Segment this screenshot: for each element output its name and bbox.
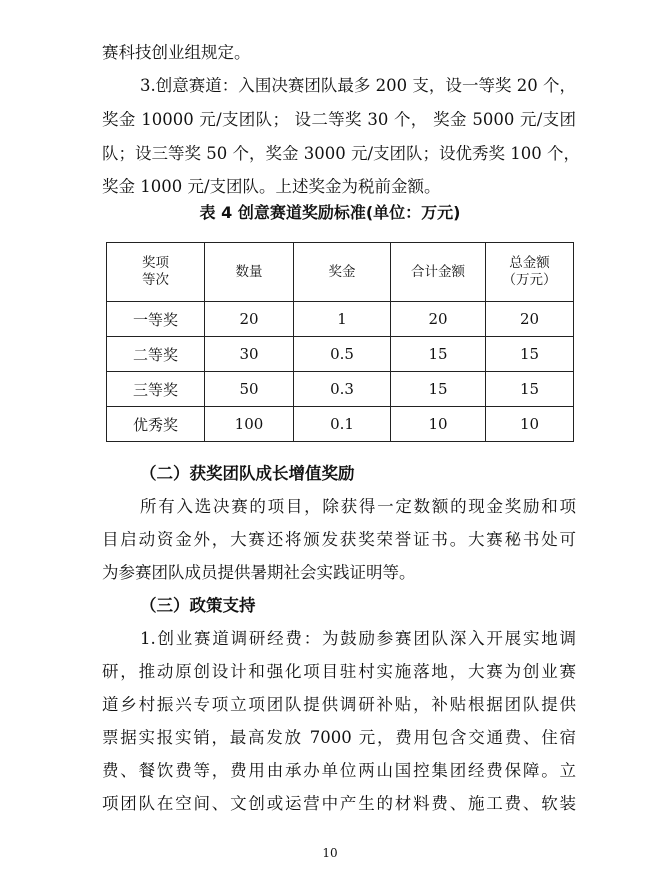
reward-table: [106, 242, 574, 442]
header-line: 数量: [235, 263, 263, 280]
paragraph-line: 为参赛团队成员提供暑期社会实践证明等。: [102, 563, 416, 582]
table-cell: 50: [205, 372, 294, 407]
header-line: 合计金额: [411, 263, 465, 280]
table-row: [107, 372, 574, 407]
table-header-cell: [486, 243, 574, 302]
table-cell: 30: [205, 337, 294, 372]
table-cell: 15: [391, 372, 486, 407]
table-cell: 100: [205, 407, 294, 442]
table-cell: 1: [294, 302, 391, 337]
table-cell: 三等奖: [107, 372, 205, 407]
table-row: [107, 302, 574, 337]
header-line: 等次: [142, 272, 169, 288]
table-header-cell: [391, 243, 486, 302]
table-cell: 20: [486, 302, 574, 337]
paragraph-line: 赛科技创业组规定。: [102, 43, 251, 62]
table-cell: 0.3: [294, 372, 391, 407]
table-row: [107, 337, 574, 372]
paragraph-line: 所有入选决赛的项目，除获得一定数额的现金奖励和项: [140, 497, 576, 516]
paragraph-line: 项团队在空间、文创或运营中产生的材料费、施工费、软装: [102, 794, 576, 813]
header-line: 奖项: [142, 255, 169, 271]
table-header-cell: [205, 243, 294, 302]
paragraph-line: 3.创意赛道：入围决赛团队最多 200 支，设一等奖 20 个，: [140, 76, 576, 95]
table-cell: 10: [486, 407, 574, 442]
paragraph-line: 票据实报实销，最高发放 7000 元，费用包含交通费、住宿: [102, 728, 576, 747]
paragraph-line: 奖金 1000 元/支团队。上述奖金为税前金额。: [102, 177, 441, 196]
paragraph-line: 1.创业赛道调研经费：为鼓励参赛团队深入开展实地调: [140, 629, 576, 648]
header-line: 总金额: [509, 255, 550, 271]
paragraph-line: 费、餐饮费等，费用由承办单位两山国控集团经费保障。立: [102, 761, 576, 780]
table-cell: 二等奖: [107, 337, 205, 372]
header-line: （万元）: [502, 272, 557, 288]
table-header-row: [107, 243, 574, 302]
table-cell: 0.5: [294, 337, 391, 372]
table-cell: 优秀奖: [107, 407, 205, 442]
paragraph-line: 队；设三等奖 50 个，奖金 3000 元/支团队；设优秀奖 100 个，: [102, 144, 581, 163]
table-cell: 20: [205, 302, 294, 337]
table-header-cell: [107, 243, 205, 302]
table-cell: 20: [391, 302, 486, 337]
section-heading: （三）政策支持: [140, 596, 256, 615]
table-cell: 0.1: [294, 407, 391, 442]
paragraph-line: 奖金 10000 元/支团队； 设二等奖 30 个， 奖金 5000 元/支团: [102, 110, 576, 129]
table-row: [107, 407, 574, 442]
table-header-cell: [294, 243, 391, 302]
table-cell: 15: [486, 337, 574, 372]
paragraph-line: 道乡村振兴专项立项团队提供调研补贴，补贴根据团队提供: [102, 695, 576, 714]
table-cell: 一等奖: [107, 302, 205, 337]
page-number: 10: [322, 846, 338, 860]
table-cell: 10: [391, 407, 486, 442]
table-cell: 15: [391, 337, 486, 372]
table-title: 表 4 创意赛道奖励标准(单位：万元): [199, 203, 461, 222]
table-cell: 15: [486, 372, 574, 407]
header-line: 奖金: [328, 263, 356, 280]
section-heading: （二）获奖团队成长增值奖励: [140, 464, 355, 483]
paragraph-line: 目启动资金外，大赛还将颁发获奖荣誉证书。大赛秘书处可: [102, 530, 576, 549]
paragraph-line: 研，推动原创设计和强化项目驻村实施落地，大赛为创业赛: [102, 662, 576, 681]
